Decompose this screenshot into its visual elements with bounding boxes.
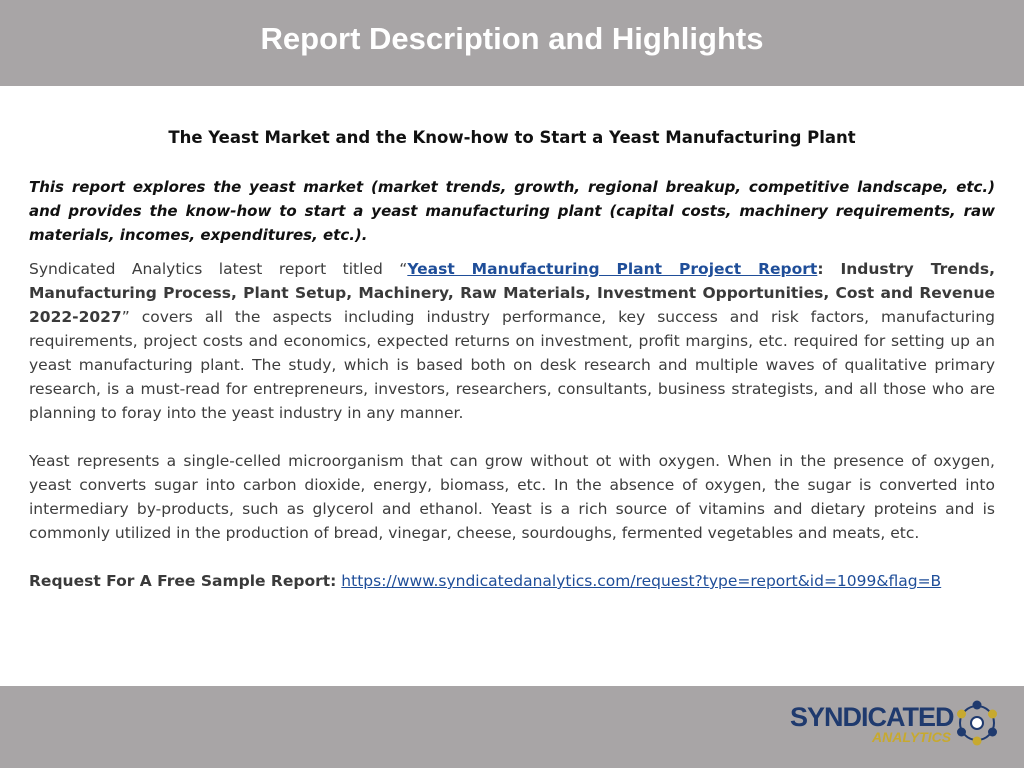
footer-bar [0, 686, 1024, 768]
page-title: Report Description and Highlights [260, 21, 764, 56]
intro-paragraph: This report explores the yeast market (market trends, growth, regional breakup, competitive landscape, etc.) and provides the know-how to start a yeast manufacturing plant (capital costs, machinery requirements, raw materials, incomes, expenditures, etc.). [29, 178, 995, 244]
description-paragraph [29, 257, 995, 425]
logo-part1: SYNDI [790, 702, 868, 732]
logo-wordmark [790, 702, 954, 732]
header-bar [0, 0, 1024, 86]
logo-subtext: ANALYTICS [872, 729, 952, 745]
sample-request-label: Request For A Free Sample Report: [29, 572, 337, 590]
yeast-paragraph: Yeast represents a single-celled microorganism that can grow without ot with oxygen. When in the presence of oxygen, yeast converts sugar into carbon dioxide, energy, biomass, etc. In the absence of oxygen, the sugar is converted into intermediary by-products, such as glycerol and ethanol. Yeast is a rich source of vitamins and dietary proteins and is commonly utilized in the production of bread, vinegar, cheese, sourdoughs, fermented vegetables and meats, etc. [29, 452, 995, 542]
report-content [29, 128, 995, 593]
sample-request [29, 569, 995, 593]
report-title-link[interactable]: Yeast Manufacturing Plant Project Report [407, 260, 818, 278]
sample-request-link[interactable]: https://www.syndicatedanalytics.com/request?type=report&id=1099&flag=B [341, 572, 942, 590]
description-rest: ” covers all the aspects including industry performance, key success and risk factors, manufacturing requirements, project costs and economics, expected returns on investment, profit margins, etc. required for setting up an yeast manufacturing plant. The study, which is based both on desk research and multiple waves of qualitative primary research, is a must-read for entrepreneurs, investors, researchers, consultants, business strategists, and all those who are planning to foray into the yeast industry in any manner. [29, 308, 995, 422]
description-lead: Syndicated Analytics latest report titled “ [29, 260, 408, 278]
company-logo [790, 700, 1000, 750]
report-title-bold: : Industry Trends, Manufacturing Process, Plant Setup, Machinery, Raw Materials, Investment Opportunities, Cost and Revenue 2022-2027 [29, 260, 995, 326]
report-subtitle: The Yeast Market and the Know-how to Start a Yeast Manufacturing Plant [168, 128, 856, 147]
logo-network-icon [954, 700, 1000, 746]
logo-part2: CATED [867, 702, 954, 732]
